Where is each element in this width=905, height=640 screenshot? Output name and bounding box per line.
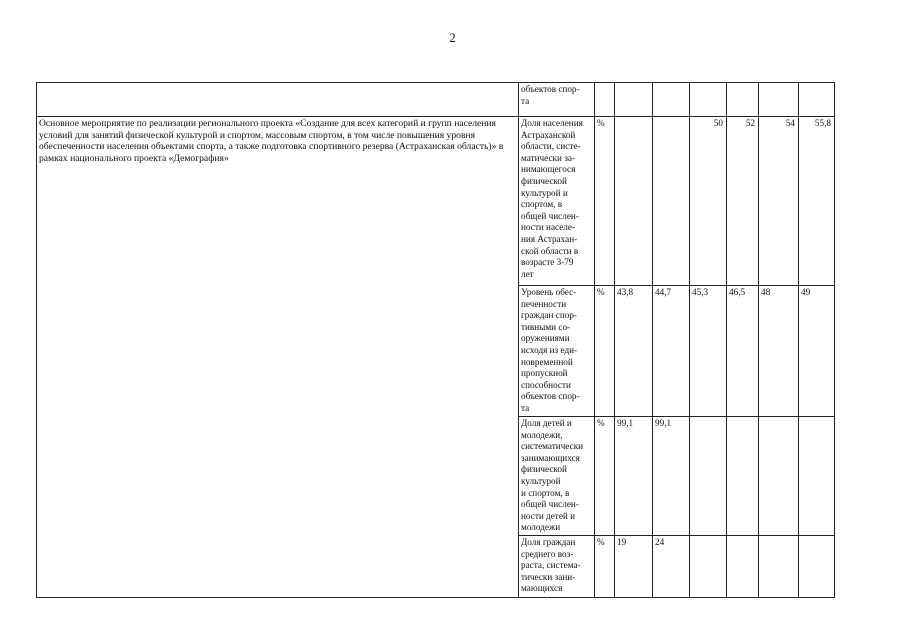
value-cell: 48 bbox=[759, 286, 799, 417]
value-cell bbox=[653, 83, 690, 117]
value-cell: 49 bbox=[799, 286, 835, 417]
value-cell bbox=[727, 535, 759, 597]
indicator-cell: Доля населения Астраханской области, систе- матически за- нимающегося физической культурой и спортом, в общей числен- ности населе- ния Астрахан- ской области в возрасте 3-79 лет bbox=[519, 117, 595, 286]
value-cell: 45,3 bbox=[690, 286, 727, 417]
indicator-cell: Уровень обес- печенности граждан спор- тивными со- оружениями исходя из еди- новременной пропускной способности объектов спор- та bbox=[519, 286, 595, 417]
value-cell bbox=[727, 417, 759, 536]
measure-description: Основное мероприятие по реализации регионального проекта «Создание для всех категорий и групп населения условий для занятий физической культурой и спортом, массовым спортом, в том числе повышения уровня обеспеченности населения объектами спорта, а также подготовка спортивного резерва (Астраханская область)» в рамках национального проекта «Демография» bbox=[37, 117, 519, 598]
value-cell bbox=[759, 535, 799, 597]
page-number: 2 bbox=[449, 30, 456, 45]
value-cell: 19 bbox=[615, 535, 653, 597]
value-cell bbox=[615, 83, 653, 117]
unit-cell: % bbox=[595, 417, 615, 536]
unit-cell: % bbox=[595, 286, 615, 417]
value-cell: 55,8 bbox=[799, 117, 835, 286]
value-cell: 44,7 bbox=[653, 286, 690, 417]
indicators-table bbox=[36, 82, 835, 598]
value-cell bbox=[799, 417, 835, 536]
value-cell bbox=[799, 83, 835, 117]
value-cell bbox=[690, 535, 727, 597]
indicator-cell: объектов спор- та bbox=[519, 83, 595, 117]
unit-cell: % bbox=[595, 117, 615, 286]
value-cell: 46,5 bbox=[727, 286, 759, 417]
unit-cell: % bbox=[595, 535, 615, 597]
value-cell: 54 bbox=[759, 117, 799, 286]
indicator-cell: Доля граждан среднего воз- раста, система- тически зани- мающихся bbox=[519, 535, 595, 597]
table-row-continuation bbox=[37, 83, 835, 117]
value-cell bbox=[759, 83, 799, 117]
value-cell: 24 bbox=[653, 535, 690, 597]
value-cell bbox=[615, 117, 653, 286]
value-cell: 43,8 bbox=[615, 286, 653, 417]
value-cell bbox=[653, 117, 690, 286]
value-cell bbox=[799, 535, 835, 597]
indicator-cell: Доля детей и молодежи, систематически занимающихся физической культурой и спортом, в общей числен- ности детей и молодежи bbox=[519, 417, 595, 536]
value-cell: 52 bbox=[727, 117, 759, 286]
value-cell bbox=[690, 83, 727, 117]
value-cell: 99,1 bbox=[615, 417, 653, 536]
value-cell: 99,1 bbox=[653, 417, 690, 536]
empty-cell bbox=[37, 83, 519, 117]
value-cell bbox=[759, 417, 799, 536]
value-cell bbox=[727, 83, 759, 117]
table-row bbox=[37, 117, 835, 286]
value-cell: 50 bbox=[690, 117, 727, 286]
value-cell bbox=[690, 417, 727, 536]
unit-cell bbox=[595, 83, 615, 117]
